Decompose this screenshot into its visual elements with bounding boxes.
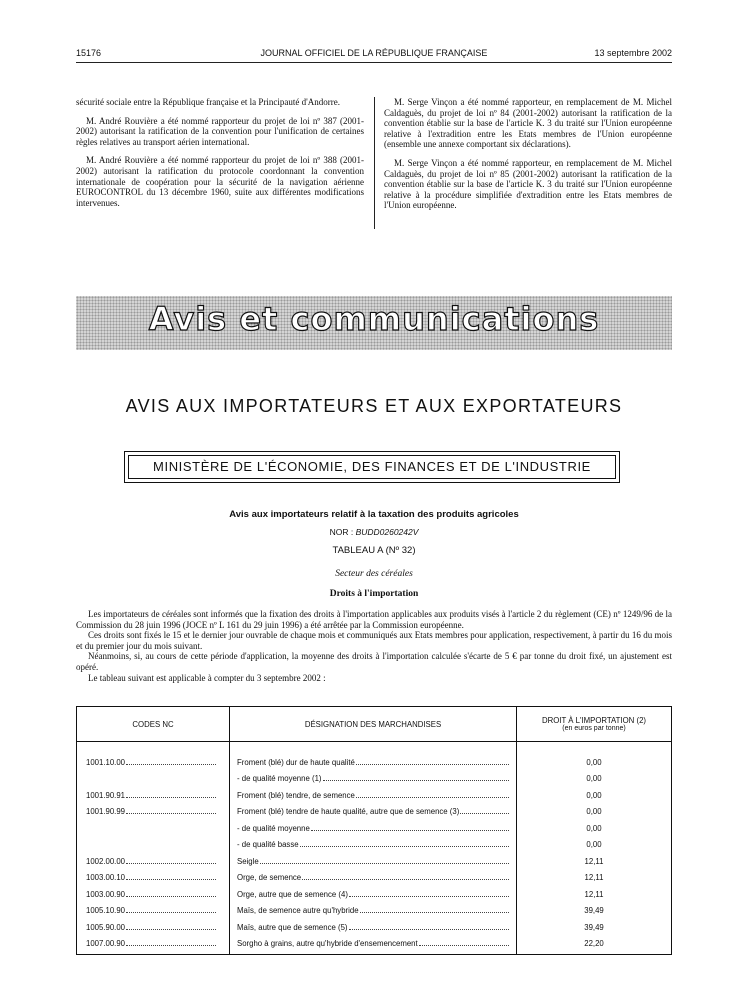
droit-value: 22,20	[584, 939, 604, 948]
designation-cell	[230, 882, 517, 899]
nc-code: 1002.00.00	[86, 856, 126, 866]
droit-value: 39,49	[584, 906, 604, 915]
table-row	[77, 742, 672, 784]
tariff-table	[76, 706, 672, 955]
designation-cell	[230, 849, 517, 866]
nc-code: 1001.90.91	[86, 790, 126, 800]
code-cell	[77, 849, 230, 866]
right-column	[384, 97, 672, 219]
code-cell	[77, 866, 230, 883]
paragraph: sécurité sociale entre la République française et la Principauté d'Andorre.	[76, 97, 341, 107]
table-row	[77, 882, 672, 899]
section-banner	[76, 296, 672, 350]
designation-text: Seigle	[237, 856, 259, 866]
designation-text: - de qualité basse	[237, 840, 299, 849]
header-designation: DÉSIGNATION DES MARCHANDISES	[230, 707, 517, 742]
designation-text: Orge, autre que de semence (4)	[237, 889, 348, 899]
nc-code: 1007.00.90	[86, 939, 126, 948]
droit-value: 12,11	[584, 856, 604, 866]
ministry-name: MINISTÈRE DE L'ÉCONOMIE, DES FINANCES ET DE L'INDUSTRIE	[153, 459, 591, 474]
droit-cell	[517, 866, 672, 883]
code-cell	[77, 882, 230, 899]
nor-reference	[76, 527, 672, 537]
designation-text: - de qualité moyenne	[237, 823, 310, 833]
designation-text: Maïs, de semence autre qu'hybride	[237, 906, 359, 915]
droit-cell	[517, 882, 672, 899]
table-row	[77, 800, 672, 850]
column-divider	[374, 97, 375, 229]
designation-cell	[230, 742, 517, 784]
code-cell	[77, 932, 230, 955]
paragraph: M. André Rouvière a été nommé rapporteur du projet de loi nº 388 (2001-2002) autorisant la ratification du protocole coordonnant la convention internationale de coopération pour la sécurité de la navigation aérienne EUROCONTROL du 13 décembre 1960, suite aux différentes modifications intervenues.	[76, 155, 364, 208]
code-cell	[77, 915, 230, 932]
header-rule	[76, 62, 672, 63]
publication-date: 13 septembre 2002	[594, 48, 672, 58]
ministry-box	[124, 451, 620, 483]
paragraph: M. Serge Vinçon a été nommé rapporteur, en remplacement de M. Michel Caldaguès, du projet de loi nº 84 (2001-2002) autorisant la ratification de la convention établie sur la base de l'article K. 3 du traité sur l'Union européenne relative à l'extradition entre les Etats membres de l'Union européenne (ensemble une annexe comportant six déclarations).	[384, 97, 672, 150]
paragraph: Néanmoins, si, au cours de cette période d'application, la moyenne des droits à l'importation calculée s'écarte de 5 € par tonne du droit fixé, un ajustement est opéré.	[76, 651, 672, 672]
droit-cell	[517, 932, 672, 955]
tableau-label: TABLEAU A (Nº 32)	[332, 545, 416, 556]
designation-cell	[230, 899, 517, 916]
droit-cell	[517, 915, 672, 932]
notice-title: Avis aux importateurs relatif à la taxation des produits agricoles	[229, 509, 519, 520]
nc-code: 1001.90.99	[86, 807, 126, 816]
nc-code: 1003.00.10	[86, 873, 126, 882]
droit-cell	[517, 849, 672, 866]
nc-code: 1001.10.00	[86, 757, 126, 767]
paragraph: Les importateurs de céréales sont informés que la fixation des droits à l'importation applicables aux produits visés à l'article 2 du règlement (CE) nº 1249/96 de la Commission du 28 juin 1996 (JOCE nº L 161 du 29 juin 1996) a été arrêtée par la Commission européenne.	[76, 609, 672, 630]
droit-value: 0,00	[586, 823, 602, 833]
designation-text: - de qualité moyenne (1)	[237, 774, 322, 783]
page-number: 15176	[76, 48, 102, 58]
droit-value: 12,11	[584, 889, 604, 899]
droit-value: 0,00	[586, 757, 602, 767]
droit-cell	[517, 783, 672, 800]
designation-cell	[230, 800, 517, 850]
paragraph: Ces droits sont fixés le 15 et le dernier jour ouvrable de chaque mois et communiqués aux Etats membres pour application, respectivement, à partir du 16 du mois et du premier jour du mois suivant.	[76, 630, 672, 651]
designation-text: Froment (blé) tendre de haute qualité, autre que de semence (3)	[237, 807, 460, 816]
paragraph: Le tableau suivant est applicable à compter du 3 septembre 2002 :	[88, 672, 326, 683]
droit-value: 0,00	[586, 790, 602, 800]
designation-text: Froment (blé) dur de haute qualité	[237, 757, 355, 767]
designation-cell	[230, 932, 517, 955]
table-row	[77, 866, 672, 883]
nor-label: NOR :	[329, 527, 354, 537]
header-codes: CODES NC	[77, 707, 230, 742]
banner-title: Avis et communications	[148, 300, 600, 338]
droit-value: 0,00	[586, 807, 602, 816]
table-body	[77, 742, 672, 955]
table-row	[77, 899, 672, 916]
droit-cell	[517, 742, 672, 784]
designation-text: Sorgho à grains, autre qu'hybride d'ensemencement	[237, 939, 418, 948]
paragraph: M. Serge Vinçon a été nommé rapporteur, en remplacement de M. Michel Caldaguès, du projet de loi nº 85 (2001-2002) autorisant la ratification de la convention établie sur la base de l'article K. 3 du traité sur l'Union européenne relative à la procédure simplifiée d'extradition entre les Etats membres de l'Union européenne.	[384, 157, 672, 211]
designation-cell	[230, 783, 517, 800]
table-row	[77, 783, 672, 800]
header-droit	[517, 707, 672, 742]
notice-body	[76, 609, 672, 683]
droits-heading: Droits à l'importation	[329, 589, 419, 599]
designation-text: Maïs, autre que de semence (5)	[237, 922, 348, 932]
left-column	[76, 97, 364, 216]
designation-cell	[230, 866, 517, 883]
nc-code: 1003.00.90	[86, 889, 126, 899]
nc-code: 1005.90.00	[86, 922, 126, 932]
nc-code: 1005.10.90	[86, 906, 126, 915]
journal-title: JOURNAL OFFICIEL DE LA RÉPUBLIQUE FRANÇAISE	[260, 48, 488, 58]
table-row	[77, 915, 672, 932]
header-droit-label: DROIT À L'IMPORTATION (2)	[541, 716, 646, 725]
droit-value: 39,49	[584, 922, 604, 932]
header-droit-unit: (en euros par tonne)	[562, 725, 626, 732]
code-cell	[77, 783, 230, 800]
droit-value: 0,00	[586, 840, 602, 849]
code-cell	[77, 742, 230, 784]
droit-cell	[517, 800, 672, 850]
droit-value: 0,00	[586, 774, 602, 783]
designation-cell	[230, 915, 517, 932]
section-title: AVIS AUX IMPORTATEURS ET AUX EXPORTATEURS	[125, 396, 623, 416]
table-header-row	[77, 707, 672, 742]
nor-value: BUDD0260242V	[355, 527, 419, 537]
table-row	[77, 849, 672, 866]
droit-value: 12,11	[584, 873, 604, 882]
droit-cell	[517, 899, 672, 916]
paragraph: M. André Rouvière a été nommé rapporteur du projet de loi nº 387 (2001-2002) autorisant la ratification de la convention pour l'unification de certaines règles relatives au transport aérien international.	[76, 115, 364, 147]
designation-text: Froment (blé) tendre, de semence	[237, 790, 355, 800]
code-cell	[77, 800, 230, 850]
designation-text: Orge, de semence	[237, 873, 302, 882]
code-cell	[77, 899, 230, 916]
secteur-label: Secteur des céréales	[335, 569, 413, 579]
table-row	[77, 932, 672, 955]
